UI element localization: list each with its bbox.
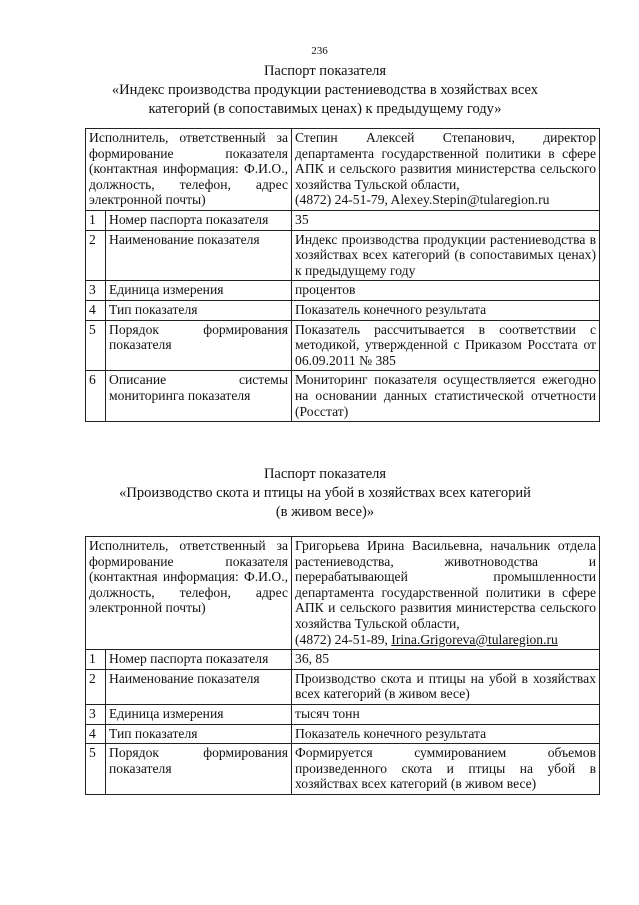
row-number: 1 (86, 210, 106, 230)
passport2-title-line3: (в живом весе)» (275, 504, 375, 520)
row-value: 35 (292, 210, 600, 230)
row-label: Тип показателя (106, 724, 292, 744)
row-value: Формируется суммированием объемов произведенного скота и птицы на убой в хозяйствах всех категорий (в живом весе) (292, 744, 600, 795)
row-label: Порядок формирования показателя (106, 744, 292, 795)
row-number: 5 (86, 744, 106, 795)
table-row (86, 669, 600, 704)
row-label: Тип показателя (106, 300, 292, 320)
passport2-executor-phone: (4872) 24-51-89, (295, 631, 392, 647)
row-value: процентов (292, 281, 600, 301)
table-row (86, 300, 600, 320)
row-number: 5 (86, 320, 106, 371)
table-row (86, 281, 600, 301)
row-number: 6 (86, 371, 106, 422)
passport2-title (60, 465, 590, 522)
row-number: 2 (86, 230, 106, 281)
row-value: 36, 85 (292, 650, 600, 670)
passport1-title-line3: категорий (в сопоставимых ценах) к предыдущему году» (148, 101, 502, 117)
table-row (86, 320, 600, 371)
passport2-title-line2: «Производство скота и птицы на убой в хозяйствах всех категорий (119, 485, 531, 501)
passport1-executor-phone: (4872) 24-51-79, Alexey.Stepin@tularegion.ru (295, 192, 550, 208)
row-number: 3 (86, 281, 106, 301)
passport2-executor-email-link[interactable]: Irina.Grigoreva@tularegion.ru (391, 631, 558, 647)
passport2-executor-label: Исполнитель, ответственный за формирование показателя (контактная информация: Ф.И.О., должность, телефон, адрес электронной почты) (86, 537, 292, 650)
row-label: Единица измерения (106, 281, 292, 301)
passport1-title-line1: Паспорт показателя (263, 63, 387, 79)
passport2-title-line1: Паспорт показателя (263, 466, 387, 482)
row-number: 2 (86, 669, 106, 704)
passport1-executor-text: Степин Алексей Степанович, директор департамента государственной политики в сфере АПК и сельского развития министерства сельского хозяйства Тульской области, (295, 130, 596, 192)
row-label: Порядок формирования показателя (106, 320, 292, 371)
passport2-executor-text: Григорьева Ирина Васильевна, начальник отдела растениеводства, животноводства и перерабатывающей промышленности департамента государственной политики в сфере АПК и сельского развития министерства сельского хозяйства Тульской области, (295, 538, 596, 631)
row-value: Показатель конечного результата (292, 724, 600, 744)
passport1-executor-label: Исполнитель, ответственный за формирование показателя (контактная информация: Ф.И.О., должность, телефон, адрес электронной почты) (86, 129, 292, 211)
passport1-executor-row (86, 129, 600, 211)
passport2-table (85, 536, 600, 795)
row-number: 1 (86, 650, 106, 670)
passport1-title (60, 62, 590, 119)
row-value: Мониторинг показателя осуществляется ежегодно на основании данных статистической отчетности (Росстат) (292, 371, 600, 422)
row-label: Номер паспорта показателя (106, 210, 292, 230)
row-label: Единица измерения (106, 704, 292, 724)
row-label: Номер паспорта показателя (106, 650, 292, 670)
table-row (86, 724, 600, 744)
page-number: 236 (311, 45, 328, 57)
passport1-title-line2: «Индекс производства продукции растениеводства в хозяйствах всех (111, 82, 539, 98)
passport1-table (85, 128, 600, 422)
row-value: Показатель конечного результата (292, 300, 600, 320)
passport2-executor-contact (295, 632, 596, 648)
table-row (86, 371, 600, 422)
row-label: Наименование показателя (106, 230, 292, 281)
row-value: Показатель рассчитывается в соответствии с методикой, утвержденной с Приказом Росстата от 06.09.2011 № 385 (292, 320, 600, 371)
passport2-executor-row (86, 537, 600, 650)
row-number: 4 (86, 724, 106, 744)
row-value: Индекс производства продукции растениеводства в хозяйствах всех категорий (в сопоставимых ценах) к предыдущему году (292, 230, 600, 281)
row-value: Производство скота и птицы на убой в хозяйствах всех категорий (в живом весе) (292, 669, 600, 704)
row-number: 4 (86, 300, 106, 320)
table-row (86, 230, 600, 281)
passport2-executor-value (292, 537, 600, 650)
row-label: Описание системы мониторинга показателя (106, 371, 292, 422)
row-value: тысяч тонн (292, 704, 600, 724)
table-row (86, 210, 600, 230)
row-label: Наименование показателя (106, 669, 292, 704)
passport1-executor-value (292, 129, 600, 211)
table-row (86, 704, 600, 724)
table-row (86, 650, 600, 670)
table-row (86, 744, 600, 795)
row-number: 3 (86, 704, 106, 724)
